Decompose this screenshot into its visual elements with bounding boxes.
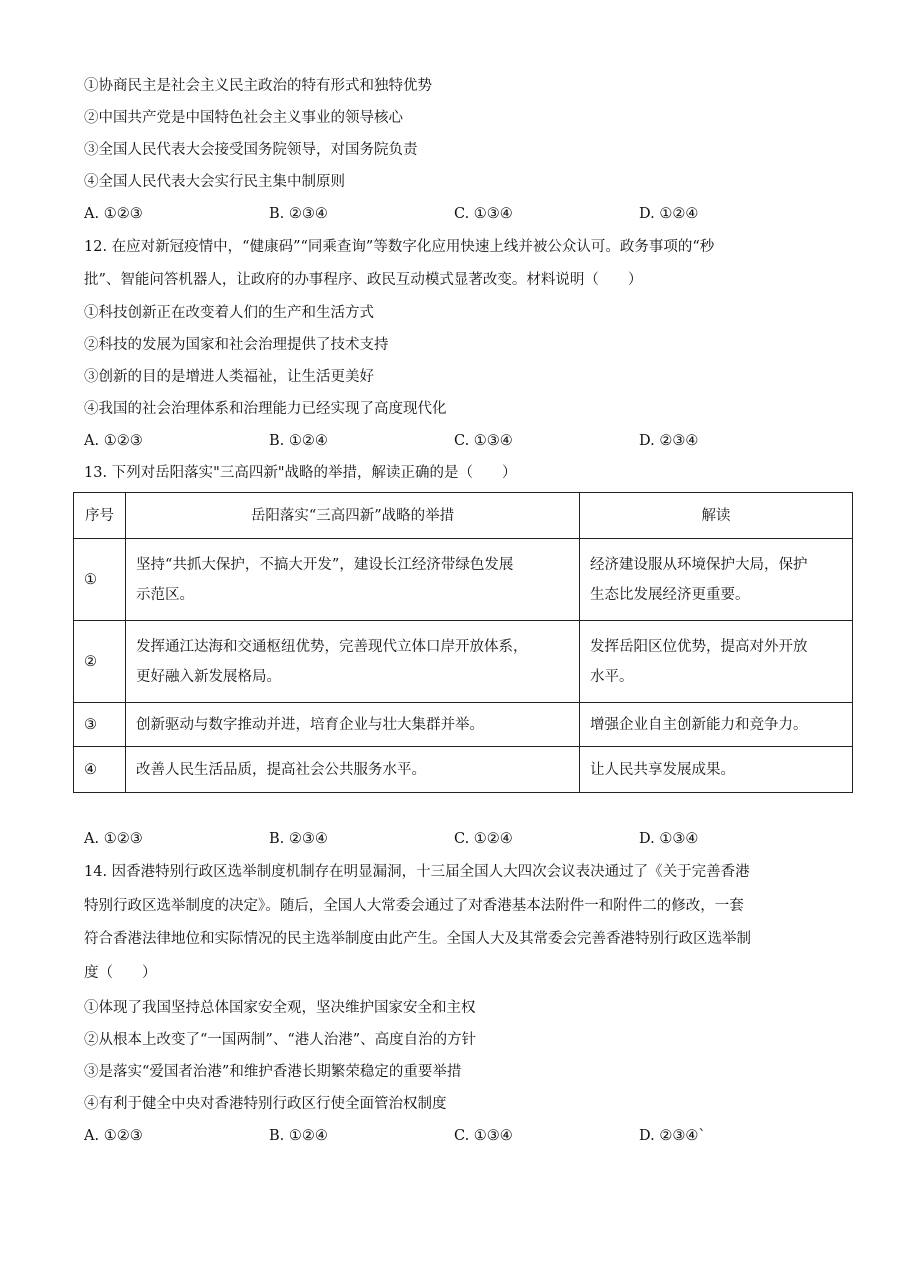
q13-row-interpretation-line: 水平。	[590, 668, 634, 685]
q11-option-d: D. ①②④	[639, 206, 699, 222]
q12-option-b: B. ①②④	[269, 433, 328, 449]
q13-option-a: A. ①②③	[84, 831, 143, 847]
q11-option-b: B. ②③④	[269, 206, 328, 222]
q12-option-a: A. ①②③	[84, 433, 143, 449]
q14-option-b: B. ①②④	[269, 1128, 328, 1144]
q12-options	[84, 431, 804, 451]
q14-item-2: ②从根本上改变了“一国两制”、“港人治港”、高度自治的方针	[84, 1032, 477, 1048]
table-row	[74, 703, 853, 747]
q14-options	[84, 1126, 804, 1146]
q13-row-interpretation-line: 发挥岳阳区位优势，提高对外开放	[590, 638, 808, 655]
q13-row-interpretation-line: 经济建设服从环境保护大局，保护	[590, 556, 808, 573]
q13-option-c: C. ①②④	[454, 831, 513, 847]
q12-item-4: ④我国的社会治理体系和治理能力已经实现了高度现代化	[84, 401, 447, 417]
q11-item-1: ①协商民主是社会主义民主政治的特有形式和独特优势	[84, 78, 432, 94]
q12-item-1: ①科技创新正在改变着人们的生产和生活方式	[84, 305, 374, 321]
q12-item-3: ③创新的目的是增进人类福祉，让生活更美好	[84, 369, 374, 385]
q13-table	[73, 492, 853, 793]
table-row	[74, 621, 853, 703]
q13-header-interpretation: 解读	[580, 493, 853, 539]
q14-item-3: ③是落实“爱国者治港”和维护香港长期繁荣稳定的重要举措	[84, 1064, 462, 1080]
q13-row-interpretation-line: 生态比发展经济更重要。	[590, 586, 750, 603]
q14-item-4: ④有利于健全中央对香港特别行政区行使全面管治权制度	[84, 1096, 447, 1112]
q12-stem-line-1: 12. 在应对新冠疫情中，“健康码”“同乘查询”等数字化应用快速上线并被公众认可。政务事项的“秒	[84, 239, 715, 255]
table-row	[74, 539, 853, 621]
q14-option-a: A. ①②③	[84, 1128, 143, 1144]
q13-header-number: 序号	[74, 493, 126, 539]
q11-options	[84, 204, 804, 224]
q13-row-measure	[126, 539, 580, 621]
q13-row-measure-line: 发挥通江达海和交通枢纽优势，完善现代立体口岸开放体系，	[136, 638, 528, 655]
q12-option-c: C. ①③④	[454, 433, 513, 449]
q11-option-c: C. ①③④	[454, 206, 513, 222]
q13-row-number: ④	[74, 747, 126, 793]
q13-options	[84, 829, 804, 849]
q14-stem-line-1: 14. 因香港特别行政区选举制度机制存在明显漏洞，十三届全国人大四次会议表决通过了《关于完善香港	[84, 864, 750, 880]
q12-stem-line-2: 批”、智能问答机器人，让政府的办事程序、政民互动模式显著改变。材料说明（ ）	[84, 272, 643, 288]
q11-item-4: ④全国人民代表大会实行民主集中制原则	[84, 174, 345, 190]
q13-option-b: B. ②③④	[269, 831, 328, 847]
q13-row-measure-line: 坚持“共抓大保护，不搞大开发”，建设长江经济带绿色发展	[136, 556, 514, 573]
q14-option-c: C. ①③④	[454, 1128, 513, 1144]
q14-option-d: D. ②③④`	[639, 1128, 706, 1144]
q11-option-a: A. ①②③	[84, 206, 143, 222]
q14-stem-line-4: 度（ ）	[84, 965, 157, 981]
q12-item-2: ②科技的发展为国家和社会治理提供了技术支持	[84, 337, 389, 353]
q13-row-measure	[126, 621, 580, 703]
q14-stem-line-2: 特别行政区选举制度的决定》。随后，全国人大常委会通过了对香港基本法附件一和附件二的修改，一套	[84, 898, 744, 914]
q13-header-measure: 岳阳落实“三高四新”战略的举措	[126, 493, 580, 539]
q11-item-2: ②中国共产党是中国特色社会主义事业的领导核心	[84, 110, 403, 126]
q13-row-interpretation	[580, 539, 853, 621]
q11-item-3: ③全国人民代表大会接受国务院领导，对国务院负责	[84, 142, 418, 158]
q13-row-measure-line: 示范区。	[136, 586, 194, 603]
q13-row-number: ②	[74, 621, 126, 703]
q13-stem: 13. 下列对岳阳落实"三高四新"战略的举措，解读正确的是（ ）	[84, 465, 517, 481]
q12-option-d: D. ②③④	[639, 433, 699, 449]
q13-row-measure-line: 更好融入新发展格局。	[136, 668, 281, 685]
q13-row-number: ①	[74, 539, 126, 621]
q13-row-interpretation: 让人民共享发展成果。	[580, 747, 853, 793]
table-row	[74, 747, 853, 793]
q13-table-header-row	[74, 493, 853, 539]
q14-stem-line-3: 符合香港法律地位和实际情况的民主选举制度由此产生。全国人大及其常委会完善香港特别行政区选举制	[84, 931, 751, 947]
q13-row-interpretation	[580, 621, 853, 703]
q13-option-d: D. ①③④	[639, 831, 699, 847]
q13-row-number: ③	[74, 703, 126, 747]
q13-row-interpretation: 增强企业自主创新能力和竞争力。	[580, 703, 853, 747]
q13-row-measure: 改善人民生活品质，提高社会公共服务水平。	[126, 747, 580, 793]
q13-row-measure: 创新驱动与数字推动并进，培育企业与壮大集群并举。	[126, 703, 580, 747]
q14-item-1: ①体现了我国坚持总体国家安全观，坚决维护国家安全和主权	[84, 1000, 476, 1016]
